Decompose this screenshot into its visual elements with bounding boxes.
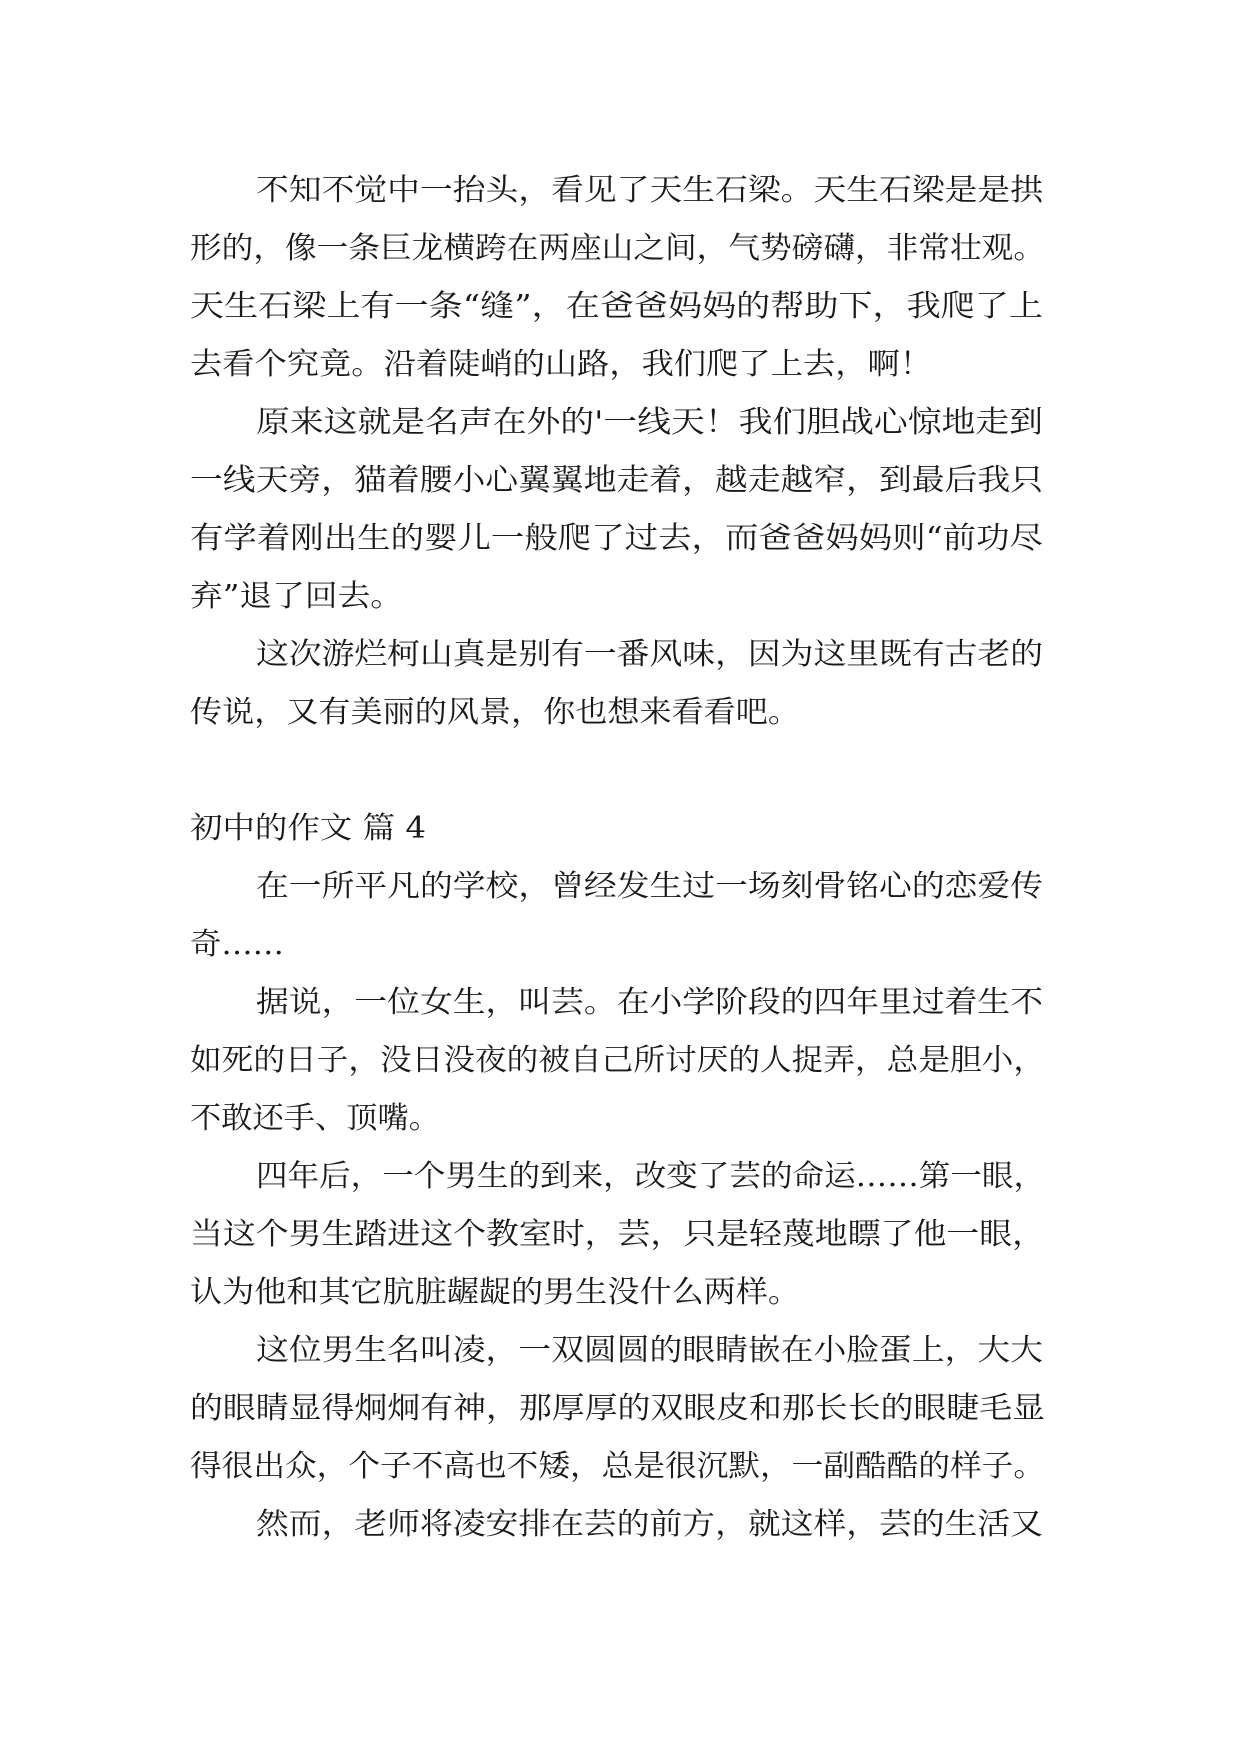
paragraph	[190, 637, 1043, 730]
text-line: 传说，又有美丽的风景，你也想来看看吧。	[190, 695, 800, 730]
text-line: 原来这就是名声在外的'一线天！我们胆战心惊地走到	[256, 405, 1043, 440]
paragraph	[190, 173, 1045, 382]
text-line: 不敢还手、顶嘴。	[190, 1101, 440, 1136]
text-line: 去看个究竟。沿着陡峭的山路，我们爬了上去，啊！	[190, 347, 932, 382]
text-line: 弃”退了回去。	[190, 579, 403, 614]
text-line: 形的，像一条巨龙横跨在两座山之间，气势磅礴，非常壮观。	[190, 231, 1045, 266]
paragraph	[256, 1507, 1043, 1542]
paragraph	[190, 869, 1043, 962]
text-line: 当这个男生踏进这个教室时，芸，只是轻蔑地瞟了他一眼，	[190, 1217, 1045, 1252]
text-line: 然而，老师将凌安排在芸的前方，就这样，芸的生活又	[256, 1507, 1043, 1542]
text-line: 这次游烂柯山真是别有一番风味，因为这里既有古老的	[256, 637, 1043, 672]
text-line: 这位男生名叫凌，一双圆圆的眼睛嵌在小脸蛋上，大大	[256, 1333, 1043, 1368]
paragraph	[190, 1159, 1045, 1310]
text-line: 有学着刚出生的婴儿一般爬了过去，而爸爸妈妈则“前功尽	[190, 521, 1043, 556]
text-line: 一线天旁，猫着腰小心翼翼地走着，越走越窄，到最后我只	[190, 463, 1043, 498]
text-line: 得很出众，个子不高也不矮，总是很沉默，一副酷酷的样子。	[190, 1449, 1045, 1484]
text-line: 据说，一位女生，叫芸。在小学阶段的四年里过着生不	[256, 985, 1043, 1020]
text-line: 天生石梁上有一条“缝”，在爸爸妈妈的帮助下，我爬了上	[190, 289, 1043, 324]
text-line: 不知不觉中一抬头，看见了天生石梁。天生石梁是是拱	[256, 173, 1045, 208]
paragraph	[190, 1333, 1045, 1484]
text-line: 认为他和其它肮脏龌龊的男生没什么两样。	[190, 1275, 800, 1310]
paragraph	[190, 985, 1045, 1136]
paragraph	[190, 405, 1043, 614]
text-line: 奇……	[190, 927, 284, 962]
text-line: 如死的日子，没日没夜的被自己所讨厌的人捉弄，总是胆小，	[190, 1043, 1045, 1078]
section-title: 初中的作文 篇 4	[190, 811, 426, 846]
text-line: 的眼睛显得炯炯有神，那厚厚的双眼皮和那长长的眼睫毛显	[190, 1391, 1045, 1426]
text-line: 四年后，一个男生的到来，改变了芸的命运……第一眼，	[256, 1159, 1045, 1194]
text-line: 在一所平凡的学校，曾经发生过一场刻骨铭心的恋爱传	[256, 869, 1043, 904]
